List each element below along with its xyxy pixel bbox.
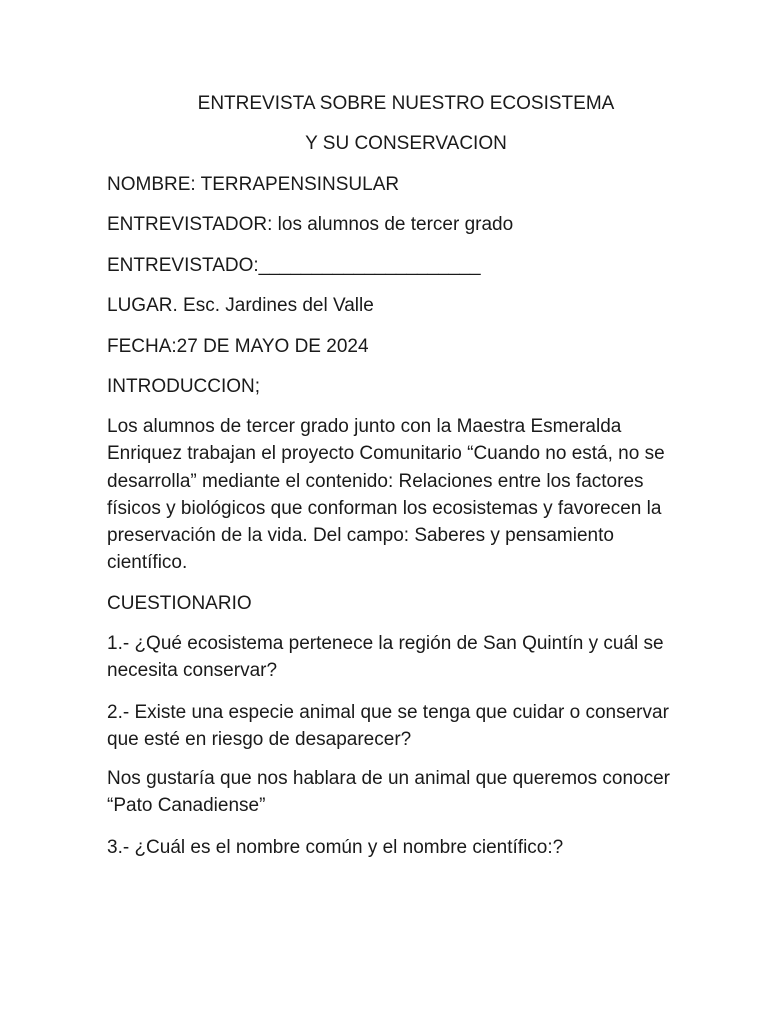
interest-note-line: Nos gustaría que nos hablara de un animal que queremos conocer xyxy=(107,768,670,789)
document-title-line-1: ENTREVISTA SOBRE NUESTRO ECOSISTEMA xyxy=(197,93,615,114)
introduccion-line: científico. xyxy=(107,552,188,574)
question-2-line: que esté en riesgo de desaparecer? xyxy=(107,729,412,751)
entrevistador-field: ENTREVISTADOR: los alumnos de tercer grado xyxy=(107,214,514,235)
introduccion-line: Los alumnos de tercer grado junto con la Maestra Esmeralda xyxy=(107,416,622,437)
introduccion-line: físicos y biológicos que conforman los ecosistemas y favorecen la xyxy=(107,497,662,519)
document-title-line-2: Y SU CONSERVACION xyxy=(305,133,507,154)
question-1-line: 1.- ¿Qué ecosistema pertenece la región de San Quintín y cuál se xyxy=(107,633,664,654)
question-1 xyxy=(107,630,717,685)
interest-note-line: “Pato Canadiense” xyxy=(107,795,266,817)
introduccion-line: Enriquez trabajan el proyecto Comunitario “Cuando no está, no se xyxy=(107,443,665,465)
introduccion-paragraph xyxy=(107,413,717,577)
interest-note xyxy=(107,765,717,820)
question-3: 3.- ¿Cuál es el nombre común y el nombre científico:? xyxy=(107,837,564,858)
nombre-field: NOMBRE: TERRAPENSINSULAR xyxy=(107,174,400,195)
question-1-line: necesita conservar? xyxy=(107,660,278,682)
question-2 xyxy=(107,699,717,754)
entrevistado-field: ENTREVISTADO:_____________________ xyxy=(107,255,481,276)
question-2-line: 2.- Existe una especie animal que se tenga que cuidar o conservar xyxy=(107,702,669,723)
lugar-field: LUGAR. Esc. Jardines del Valle xyxy=(107,295,374,316)
fecha-field: FECHA:27 DE MAYO DE 2024 xyxy=(107,336,369,357)
introduccion-line: preservación de la vida. Del campo: Saberes y pensamiento xyxy=(107,525,614,547)
cuestionario-heading: CUESTIONARIO xyxy=(107,593,252,614)
introduccion-line: desarrolla” mediante el contenido: Relaciones entre los factores xyxy=(107,470,644,492)
introduccion-heading: INTRODUCCION; xyxy=(107,376,261,397)
